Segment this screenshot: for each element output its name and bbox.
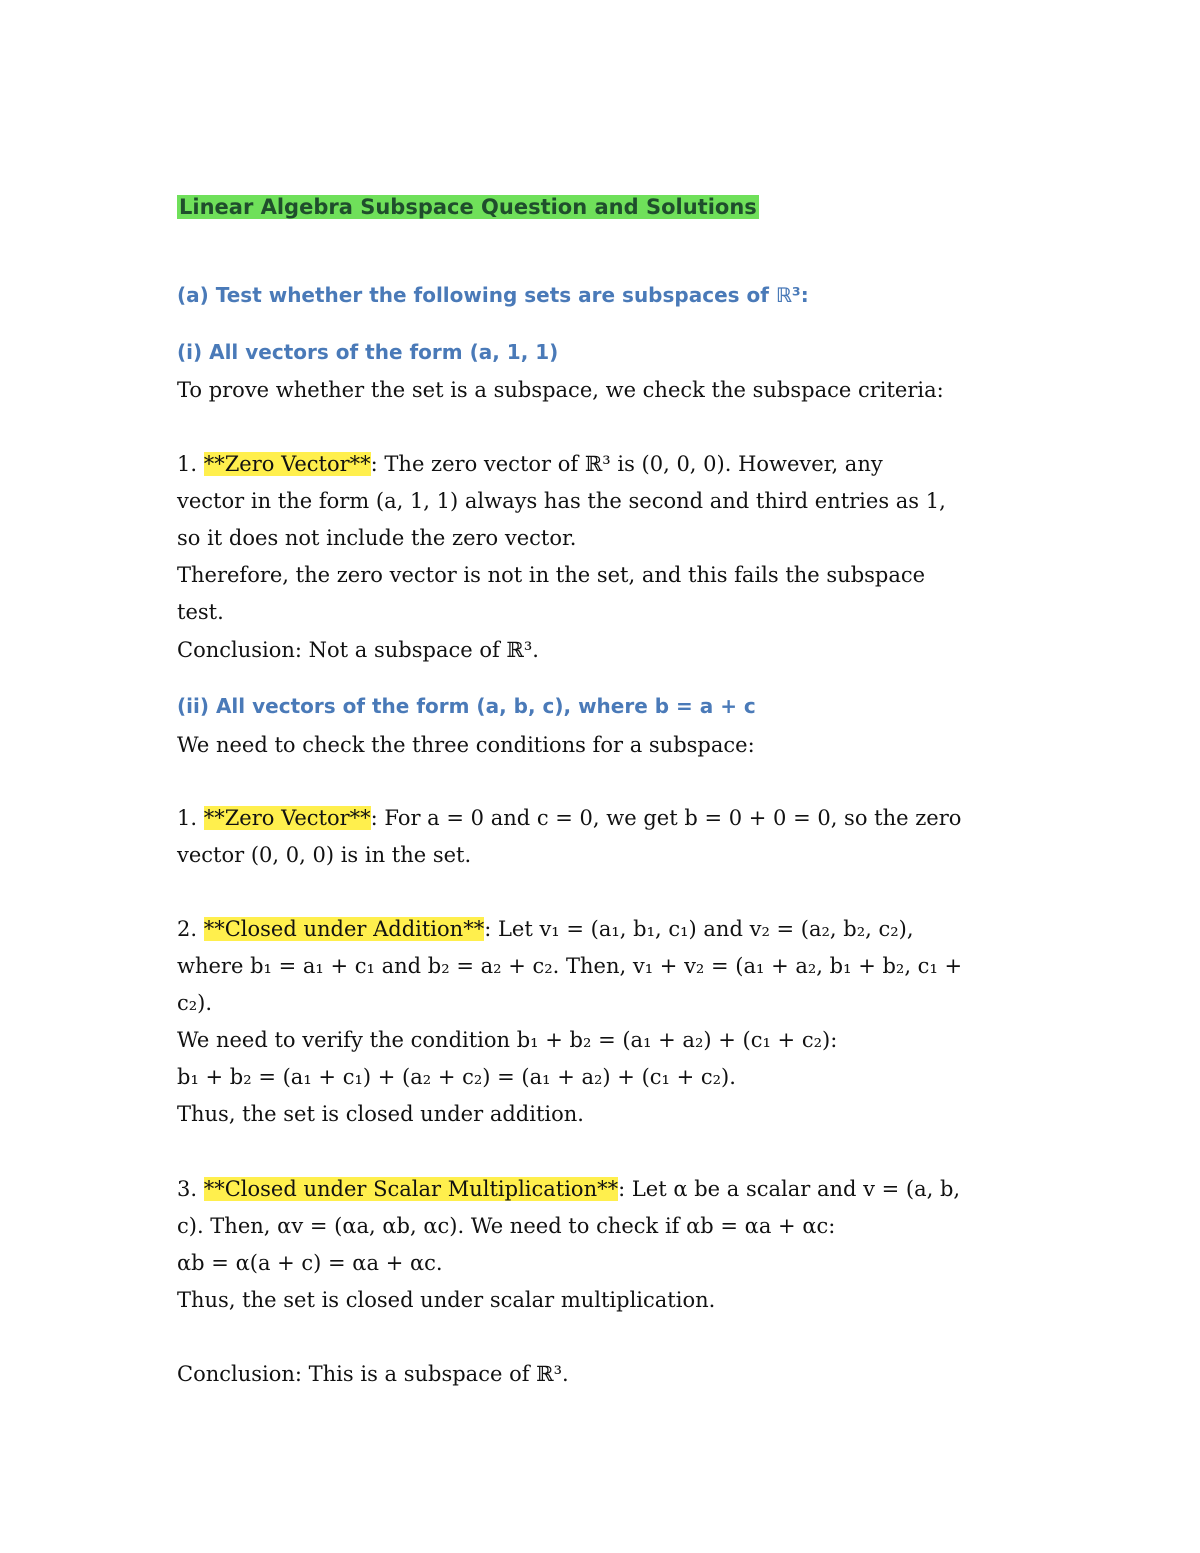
part-i-zero-vector-line3: so it does not include the zero vector. xyxy=(177,526,577,550)
part-ii-add-line4: We need to verify the condition b₁ + b₂ = (a₁ + a₂) + (c₁ + c₂): xyxy=(177,1028,838,1052)
part-ii-add-line3: c₂). xyxy=(177,991,213,1015)
part-ii-heading: (ii) All vectors of the form (a, b, c), where b = a + c xyxy=(177,694,756,718)
list-number: 2. xyxy=(177,917,204,941)
part-ii-scalar-line3: αb = α(a + c) = αa + αc. xyxy=(177,1251,443,1275)
part-ii-zero-line2: vector (0, 0, 0) is in the set. xyxy=(177,843,472,867)
zero-vector-label: **Zero Vector** xyxy=(203,452,371,476)
scalar-text: : Let α be a scalar and v = (a, b, xyxy=(618,1177,961,1201)
addition-label: **Closed under Addition** xyxy=(203,917,485,941)
part-ii-conclusion: Conclusion: This is a subspace of ℝ³. xyxy=(177,1362,569,1386)
list-number: 1. xyxy=(177,806,204,830)
document-title xyxy=(177,192,759,222)
part-a-heading: (a) Test whether the following sets are subspaces of ℝ³: xyxy=(177,283,809,307)
part-ii-add-line1 xyxy=(177,914,914,944)
addition-text: : Let v₁ = (a₁, b₁, c₁) and v₂ = (a₂, b₂, c₂), xyxy=(484,917,914,941)
part-ii-scalar-line4: Thus, the set is closed under scalar multiplication. xyxy=(177,1288,716,1312)
part-ii-intro: We need to check the three conditions for a subspace: xyxy=(177,733,755,757)
part-ii-zero-line1 xyxy=(177,803,961,833)
part-i-intro: To prove whether the set is a subspace, we check the subspace criteria: xyxy=(177,378,944,402)
scalar-label: **Closed under Scalar Multiplication** xyxy=(203,1177,619,1201)
title-highlight: Linear Algebra Subspace Question and Solutions xyxy=(179,195,757,219)
part-ii-scalar-line2: c). Then, αv = (αa, αb, αc). We need to check if αb = αa + αc: xyxy=(177,1214,836,1238)
part-i-heading: (i) All vectors of the form (a, 1, 1) xyxy=(177,340,559,364)
zero-vector-text: : For a = 0 and c = 0, we get b = 0 + 0 = 0, so the zero xyxy=(370,806,962,830)
part-i-zero-vector-line2: vector in the form (a, 1, 1) always has the second and third entries as 1, xyxy=(177,489,946,513)
part-i-therefore-line2: test. xyxy=(177,600,224,624)
part-ii-scalar-line1 xyxy=(177,1174,960,1204)
zero-vector-label: **Zero Vector** xyxy=(203,806,371,830)
list-number: 3. xyxy=(177,1177,204,1201)
part-i-therefore-line1: Therefore, the zero vector is not in the set, and this fails the subspace xyxy=(177,563,926,587)
zero-vector-text: : The zero vector of ℝ³ is (0, 0, 0). However, any xyxy=(370,452,883,476)
part-i-zero-vector-line xyxy=(177,449,883,479)
part-ii-add-line5: b₁ + b₂ = (a₁ + c₁) + (a₂ + c₂) = (a₁ + a₂) + (c₁ + c₂). xyxy=(177,1065,736,1089)
part-ii-add-line6: Thus, the set is closed under addition. xyxy=(177,1102,584,1126)
list-number: 1. xyxy=(177,452,204,476)
part-ii-add-line2: where b₁ = a₁ + c₁ and b₂ = a₂ + c₂. Then, v₁ + v₂ = (a₁ + a₂, b₁ + b₂, c₁ + xyxy=(177,954,963,978)
part-i-conclusion: Conclusion: Not a subspace of ℝ³. xyxy=(177,638,539,662)
